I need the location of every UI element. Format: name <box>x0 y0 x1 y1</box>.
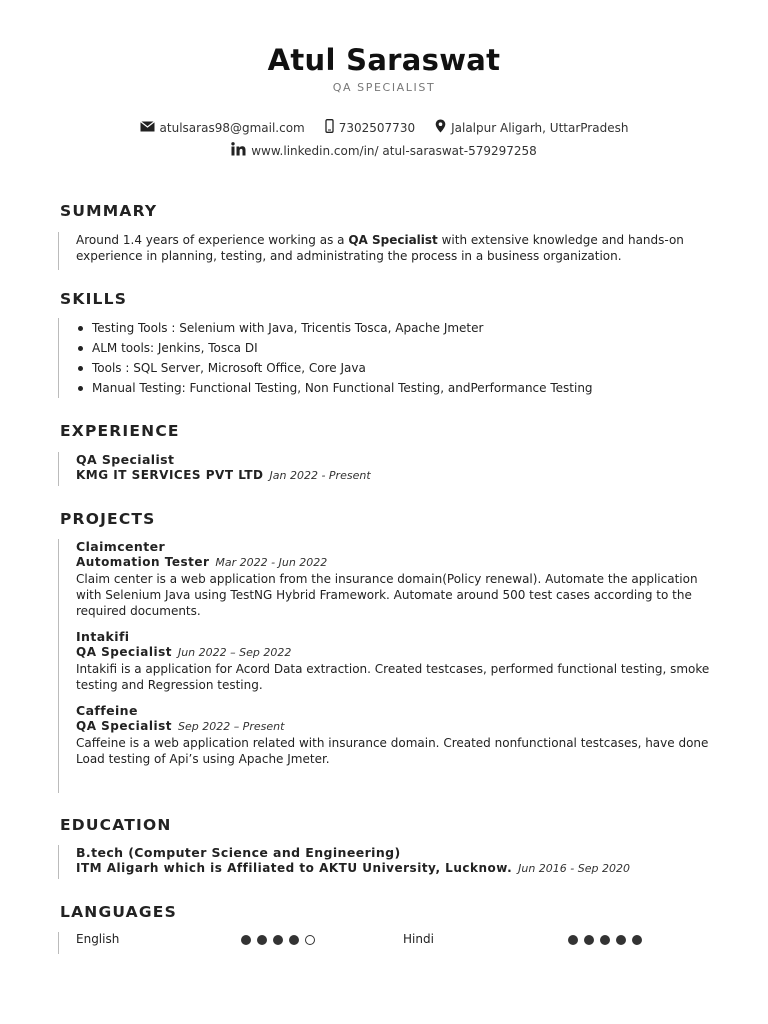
section-title-experience: EXPERIENCE <box>60 422 180 440</box>
project-role-line <box>76 554 716 571</box>
project-dates: Mar 2022 - Jun 2022 <box>215 556 328 569</box>
language-rating <box>241 935 321 945</box>
project-role: Automation Tester <box>76 555 210 569</box>
linkedin-row <box>0 142 768 159</box>
contact-phone[interactable] <box>325 119 415 136</box>
envelope-icon <box>140 121 160 135</box>
rating-dot-filled <box>600 935 610 945</box>
project-role-line <box>76 718 716 735</box>
project-dates: Sep 2022 – Present <box>177 720 285 733</box>
education-school-line <box>76 860 716 877</box>
experience-dates: Jan 2022 - Present <box>269 469 371 482</box>
rating-dot-filled <box>616 935 626 945</box>
rating-dot-filled <box>241 935 251 945</box>
summary-pre: Around 1.4 years of experience working as a <box>76 233 349 247</box>
skill-item: Manual Testing: Functional Testing, Non Functional Testing, andPerformance Testing <box>76 378 716 398</box>
rating-dot-filled <box>632 935 642 945</box>
rating-dot-filled <box>289 935 299 945</box>
education-degree: B.tech (Computer Science and Engineering) <box>76 845 401 860</box>
project-name: Intakifi <box>76 629 130 644</box>
skills-list <box>58 318 716 398</box>
section-title-skills: SKILLS <box>60 290 128 308</box>
location-text: Jalalpur Aligarh, UttarPradesh <box>451 120 629 135</box>
project-description: Intakifi is a application for Acord Data extraction. Created testcases, performed functional testing, smoke testing and Regression testing. <box>76 662 710 692</box>
section-title-languages: LANGUAGES <box>60 903 177 921</box>
contact-location <box>435 119 628 136</box>
skill-item: ALM tools: Jenkins, Tosca DI <box>76 338 716 358</box>
education-dates: Jun 2016 - Sep 2020 <box>518 862 630 875</box>
linkedin-icon <box>231 142 251 159</box>
experience-company: KMG IT SERVICES PVT LTD <box>76 468 264 482</box>
map-pin-icon <box>435 119 451 136</box>
rating-dot-empty <box>305 935 315 945</box>
projects-block <box>58 539 716 793</box>
linkedin-text: www.linkedin.com/in/ atul-saraswat-579297258 <box>251 143 537 158</box>
summary-text <box>76 232 716 264</box>
project-dates: Jun 2022 – Sep 2022 <box>177 646 292 659</box>
languages-row <box>58 932 719 954</box>
contact-row <box>0 119 768 136</box>
section-title-summary: SUMMARY <box>60 202 158 220</box>
summary-block <box>58 232 716 270</box>
project-description: Caffeine is a web application related with insurance domain. Created nonfunctional testcases, have done Load testing of Api’s using Apache Jmeter. <box>76 736 709 766</box>
summary-highlight: QA Specialist <box>348 233 438 247</box>
contact-email[interactable] <box>140 121 305 135</box>
email-text: atulsaras98@gmail.com <box>159 120 305 135</box>
experience-block <box>58 452 716 486</box>
experience-role: QA Specialist <box>76 452 175 467</box>
rating-dot-filled <box>568 935 578 945</box>
resume-header <box>0 38 768 94</box>
project-item <box>76 629 716 693</box>
project-role-line <box>76 644 716 661</box>
candidate-name: Atul Saraswat <box>267 43 501 77</box>
candidate-title: QA SPECIALIST <box>332 81 436 94</box>
rating-dot-filled <box>273 935 283 945</box>
phone-text: 7302507730 <box>338 120 416 135</box>
section-title-projects: PROJECTS <box>60 510 156 528</box>
skill-item: Testing Tools : Selenium with Java, Tricentis Tosca, Apache Jmeter <box>76 318 716 338</box>
education-school: ITM Aligarh which is Affiliated to AKTU University, Lucknow. <box>76 861 513 875</box>
language-rating <box>568 935 648 945</box>
rating-dot-filled <box>584 935 594 945</box>
skill-item: Tools : SQL Server, Microsoft Office, Core Java <box>76 358 716 378</box>
experience-company-line <box>76 467 716 484</box>
language-name: English <box>76 932 120 946</box>
education-block <box>58 845 716 879</box>
project-item <box>76 703 716 767</box>
project-description: Claim center is a web application from the insurance domain(Policy renewal). Automate the application with Selenium Java using TestNG Hybrid Framework. Automate around 500 test cases according to the required documents. <box>76 572 698 618</box>
project-role: QA Specialist <box>76 645 172 659</box>
summary-post: with extensive knowledge and hands-on experience in planning, testing, and administrating the process in a business organization. <box>76 233 684 263</box>
project-item <box>76 539 716 619</box>
section-title-education: EDUCATION <box>60 816 172 834</box>
language-name: Hindi <box>403 932 434 946</box>
phone-icon <box>325 119 339 136</box>
project-name: Claimcenter <box>76 539 166 554</box>
project-role: QA Specialist <box>76 719 172 733</box>
rating-dot-filled <box>257 935 267 945</box>
contact-linkedin[interactable] <box>231 142 537 159</box>
project-name: Caffeine <box>76 703 138 718</box>
